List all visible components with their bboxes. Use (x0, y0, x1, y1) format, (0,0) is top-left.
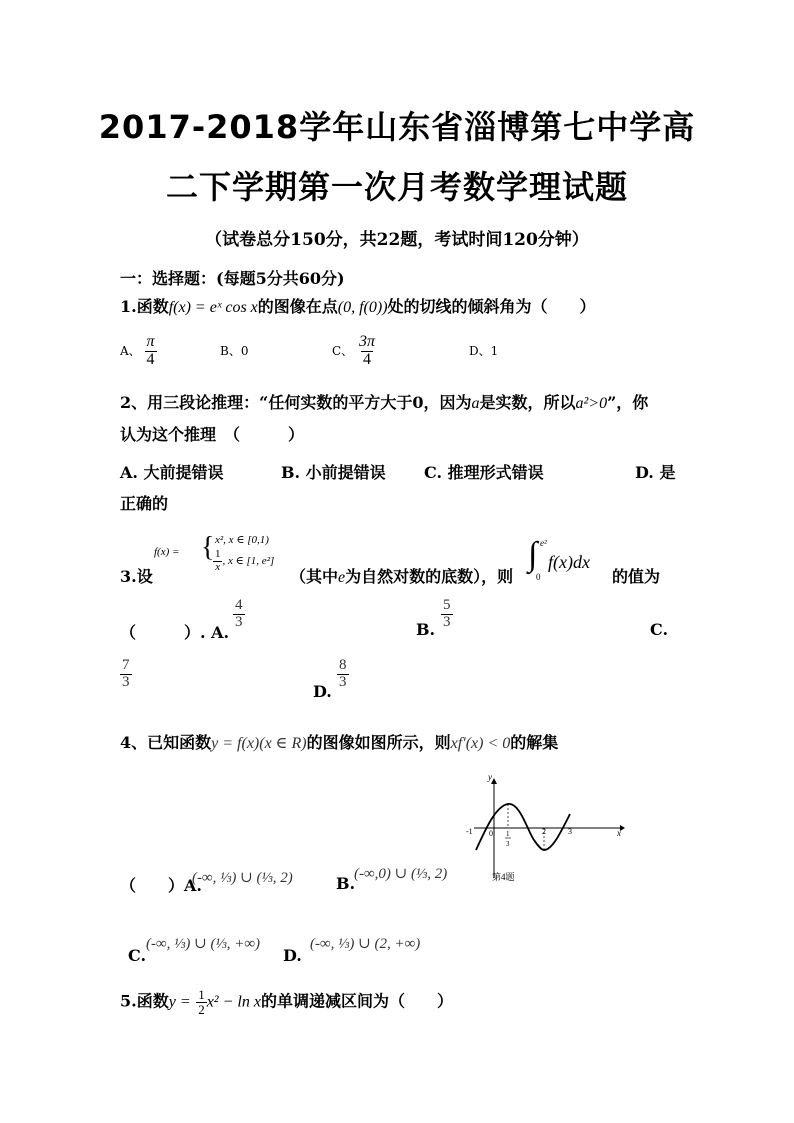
q3-case-2 (213, 549, 274, 573)
q4-inequality: xf′(x) < 0 (450, 735, 511, 752)
graph-tick-2: 2 (542, 827, 546, 836)
graph-tick-3: 3 (568, 827, 572, 836)
q3-case-2-den: x (215, 560, 221, 573)
q3-prefix: 3.设 (120, 567, 153, 586)
q2-option-b: B. 小前提错误 (281, 463, 386, 482)
q3-option-a-num: 4 (235, 597, 243, 613)
q3-option-c-label: C. (650, 620, 669, 639)
graph-tick-third-num: 1 (506, 830, 510, 838)
q1-mid: 的图像在点 (257, 297, 338, 316)
q3-upper-limit: e² (540, 538, 547, 548)
q1-option-c-fraction (357, 334, 377, 369)
q1-point: (0, f(0)) (337, 299, 388, 316)
q5-y: y = (168, 993, 191, 1011)
q3-paren: （ ）. A. (120, 623, 230, 642)
question-2-line2: 认为这个推理 （ ） (120, 425, 305, 444)
page-title-line2: 二下学期第一次月考数学理试题 (165, 168, 628, 206)
q1-suffix: 处的切线的倾斜角为（ ） (387, 297, 596, 316)
q4-option-b: (-∞,0) ∪ (⅓, 2) (354, 866, 448, 882)
question-3 (120, 532, 680, 588)
q3-option-b-num: 5 (443, 597, 451, 613)
q4-option-c: (-∞, ⅓) ∪ (⅓, +∞) (146, 936, 261, 952)
q1-option-d: D、1 (469, 344, 499, 358)
question-4 (120, 730, 558, 753)
q5-coefficient (196, 988, 207, 1016)
q3-integral-sign: ∫ (528, 536, 538, 573)
q2-text-b: 是实数，所以 (479, 393, 576, 412)
q4-function-graph (462, 770, 632, 885)
q1-option-a (120, 334, 157, 369)
q3-option-a-den: 3 (235, 613, 243, 630)
q1-prefix: 1.函数 (120, 297, 169, 316)
q2-var-a: a (471, 395, 480, 412)
q3-option-d (337, 658, 349, 691)
q4-paren: （ ）A. (120, 876, 202, 895)
q3-integrand: f(x)dx (548, 552, 590, 572)
q2-text-c: ”，你 (607, 393, 649, 412)
q2-option-c: C. 推理形式错误 (424, 463, 544, 482)
q4-option-d: (-∞, ⅓) ∪ (2, +∞) (310, 936, 421, 952)
graph-curve (476, 804, 570, 850)
q3-case-2-rest: , x ∈ [1, e²] (222, 555, 275, 568)
q5-suffix: 的单调递减区间为（ ） (260, 991, 453, 1011)
q1-option-a-num: π (146, 333, 155, 350)
exam-info: （试卷总分150分，共22题，考试时间120分钟） (205, 230, 589, 250)
q5-rest: x² − ln x (206, 993, 261, 1011)
question-5 (120, 988, 453, 1016)
q2-text-a: 2、用三段论推理：“任何实数的平方大于0，因为 (120, 393, 472, 412)
question-1 (120, 294, 596, 317)
q3-suffix: 的值为 (612, 567, 661, 586)
q5-prefix: 5.函数 (120, 991, 169, 1011)
q3-brace: { (201, 532, 215, 563)
q2-option-d: D. 是 (635, 463, 676, 482)
q3-mid2: 为自然对数的底数），则 (345, 567, 514, 586)
q4-suffix: 的解集 (510, 733, 559, 752)
q3-option-d-den: 3 (339, 673, 347, 690)
q3-e: e (338, 569, 346, 586)
graph-tick-third-den: 3 (506, 840, 510, 848)
q1-option-c-label: C、 (332, 343, 354, 358)
q4-option-b-label: B. (336, 874, 356, 893)
q3-option-c-fraction (120, 658, 132, 691)
graph-tick-neg1: -1 (466, 827, 473, 836)
q4-option-c-label: C. (128, 946, 147, 965)
q1-option-c-den: 4 (363, 350, 372, 368)
q4-mid: 的图像如图所示，则 (306, 733, 451, 752)
question-2-line1 (120, 390, 648, 413)
q3-lower-limit: 0 (536, 572, 541, 582)
q2-option-d-continued: 正确的 (120, 494, 169, 513)
q5-coef-den: 2 (198, 1001, 205, 1017)
q3-option-c (120, 658, 132, 691)
q5-coef-num: 1 (198, 987, 205, 1002)
q3-case-2-num: 1 (215, 548, 221, 560)
q1-option-a-fraction (145, 334, 157, 369)
q3-option-b (441, 598, 453, 631)
q3-fx-label: f(x) = (154, 546, 180, 558)
q1-function: f(x) = eˣ cos x (168, 299, 258, 316)
q3-case-2-fraction (213, 549, 223, 573)
q1-option-c (332, 334, 377, 369)
graph-x-label: x (617, 828, 621, 838)
q3-option-a (233, 598, 245, 631)
q4-option-d-label: D. (283, 946, 302, 965)
section-heading: 一：选择题：(每题5分共60分) (120, 269, 345, 288)
graph-y-label: y (488, 772, 492, 782)
q3-option-d-label: D. (313, 682, 332, 701)
q1-option-a-den: 4 (146, 350, 155, 368)
q1-option-b: B、0 (220, 344, 249, 358)
page-title-line1: 2017-2018学年山东省淄博第七中学高 (98, 108, 696, 146)
q3-option-b-label: B. (416, 620, 436, 639)
q4-function: y = f(x)(x ∈ R) (211, 735, 307, 752)
q3-option-c-num: 7 (122, 657, 130, 673)
q3-option-c-den: 3 (122, 673, 130, 690)
q3-option-b-fraction (441, 598, 453, 631)
q1-option-a-label: A、 (120, 343, 141, 358)
q2-option-a: A. 大前提错误 (120, 463, 224, 482)
q3-mid: （其中 (290, 567, 339, 586)
q3-case-1: x², x ∈ [0,1) (215, 534, 269, 546)
q3-option-a-fraction (233, 598, 245, 631)
q2-a-squared: a²>0 (575, 395, 608, 412)
q3-option-d-fraction (337, 658, 349, 691)
q1-option-c-num: 3π (359, 333, 376, 350)
graph-origin-label: 0 (489, 829, 493, 838)
q3-option-b-den: 3 (443, 613, 451, 630)
q4-prefix: 4、已知函数 (120, 733, 212, 752)
graph-caption: 第4题 (492, 872, 515, 882)
q4-option-a: (-∞, ⅓) ∪ (⅓, 2) (192, 870, 293, 886)
q3-option-d-num: 8 (339, 657, 347, 673)
q3-text (290, 564, 513, 587)
